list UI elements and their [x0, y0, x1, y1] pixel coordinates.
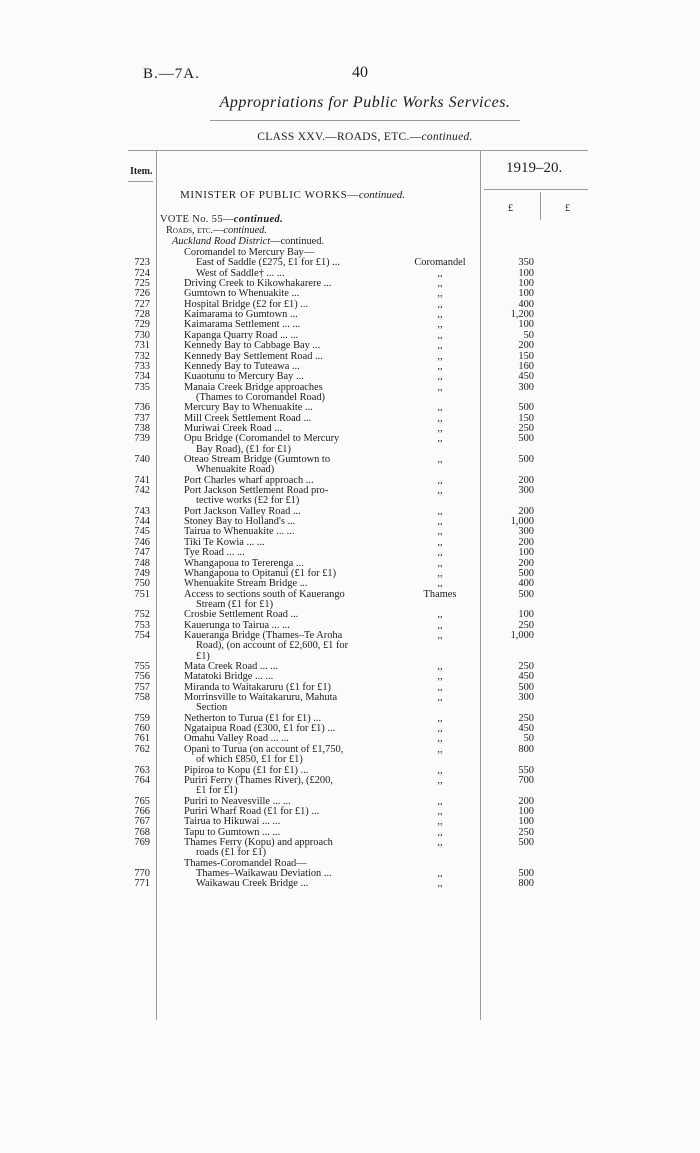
item-location: ,, — [437, 309, 443, 321]
item-amount: 250 — [518, 422, 534, 434]
table-top-rule — [128, 150, 588, 151]
item-description: Puriri Ferry (Thames River), (£200, — [184, 774, 333, 786]
item-number: 767 — [134, 816, 150, 828]
item-location: ,, — [437, 733, 443, 745]
row-continuation: Road), (on account of £2,600, £1 for — [196, 640, 349, 652]
item-location: ,, — [437, 329, 443, 341]
item-number: 727 — [134, 298, 150, 310]
item-number: 730 — [134, 329, 150, 341]
item-amount: 300 — [518, 692, 534, 704]
item-description: Mata Creek Road ... ... — [184, 661, 279, 672]
item-location: ,, — [437, 816, 443, 828]
item-location: ,, — [437, 371, 443, 383]
item-location: ,, — [437, 360, 443, 372]
item-number: 733 — [134, 360, 150, 372]
item-number: 734 — [134, 371, 150, 383]
item-amount: 250 — [518, 826, 534, 838]
currency-header-2: £ — [565, 203, 570, 214]
item-description: Stoney Bay to Holland's ... — [184, 516, 296, 528]
item-number: 724 — [134, 267, 150, 279]
row-continuation: Whenuakite Road) — [196, 464, 275, 476]
item-amount: 250 — [518, 619, 534, 631]
item-number: 760 — [134, 723, 150, 735]
item-amount: 450 — [518, 723, 534, 735]
item-number: 759 — [134, 712, 150, 724]
item-amount: 500 — [518, 402, 534, 414]
item-description: Omahu Valley Road ... ... — [184, 733, 289, 745]
item-description: Tapu to Gumtown ... ... — [184, 826, 281, 838]
district-text: Auckland Road District — [172, 236, 271, 247]
item-location: ,, — [437, 692, 443, 704]
amount-column-divider-mid — [540, 192, 541, 220]
item-amount: 150 — [518, 350, 534, 362]
roads-continued: continued. — [223, 225, 267, 236]
roads-heading — [166, 225, 267, 236]
item-number: 763 — [134, 764, 150, 776]
row-continuation: Stream (£1 for £1) — [196, 598, 274, 610]
item-location: ,, — [437, 288, 443, 300]
vote-text: VOTE No. 55— — [160, 214, 234, 225]
class-title-continued: continued. — [421, 131, 473, 143]
group-heading: Coromandel to Mercury Bay— — [184, 247, 315, 258]
item-location: ,, — [437, 629, 443, 641]
item-amount: 250 — [518, 661, 534, 672]
item-description: Oteao Stream Bridge (Gumtown to — [184, 454, 331, 465]
item-amount: 100 — [518, 288, 534, 300]
item-location: ,, — [437, 402, 443, 414]
item-number: 745 — [134, 526, 150, 538]
item-description: Tairua to Whenuakite ... ... — [184, 526, 295, 538]
item-amount: 200 — [518, 557, 534, 569]
item-location: ,, — [437, 619, 443, 631]
item-location: ,, — [437, 567, 443, 579]
item-location: ,, — [437, 681, 443, 693]
item-number: 731 — [134, 340, 150, 352]
item-amount: 250 — [518, 712, 534, 724]
item-description: Muriwai Creek Road ... — [184, 422, 283, 434]
item-number: 755 — [134, 661, 150, 672]
item-number: 754 — [134, 629, 150, 641]
class-title-text: CLASS XXV.—ROADS, ETC.— — [257, 131, 422, 143]
item-description: Kennedy Bay Settlement Road ... — [184, 350, 323, 362]
item-number: 756 — [134, 671, 150, 683]
item-location: ,, — [437, 474, 443, 486]
item-amount: 500 — [518, 454, 534, 465]
item-amount: 200 — [518, 505, 534, 517]
item-location: ,, — [437, 795, 443, 807]
item-number: 766 — [134, 805, 150, 817]
class-title — [0, 131, 700, 143]
item-location: ,, — [437, 723, 443, 735]
item-description: Hospital Bridge (£2 for £1) ... — [184, 298, 309, 310]
item-location: ,, — [437, 412, 443, 424]
vote-continued: continued. — [233, 214, 284, 225]
item-description: West of Saddle† ... ... — [196, 267, 285, 279]
item-amount: 100 — [518, 816, 534, 828]
item-number: 761 — [134, 733, 150, 745]
item-description: East of Saddle (£275, £1 for £1) ... — [196, 257, 340, 269]
item-number: 770 — [134, 868, 150, 879]
item-description: Matatoki Bridge ... ... — [184, 671, 274, 683]
item-number: 764 — [134, 774, 150, 786]
item-description: Morrinsville to Waitakaruru, Mahuta — [184, 692, 338, 704]
item-number: 751 — [134, 588, 150, 600]
item-amount: 500 — [518, 681, 534, 693]
item-location: ,, — [437, 805, 443, 817]
item-description: Whangapoua to Opitanui (£1 for £1) — [184, 567, 337, 579]
item-number: 740 — [134, 454, 150, 465]
minister-text: MINISTER OF PUBLIC WORKS— — [180, 189, 359, 201]
item-location: ,, — [437, 826, 443, 838]
district-continued: —continued. — [270, 236, 325, 247]
item-number: 728 — [134, 309, 150, 321]
item-amount: 200 — [518, 536, 534, 548]
page-number: 40 — [352, 64, 368, 81]
item-description: Thames Ferry (Kopu) and approach — [184, 836, 333, 848]
item-number: 758 — [134, 692, 150, 704]
item-amount: 300 — [518, 526, 534, 538]
item-amount: 200 — [518, 795, 534, 807]
item-amount: 1,000 — [510, 629, 534, 641]
item-description: Kaimarama to Gumtown ... — [184, 309, 298, 321]
minister-heading — [180, 189, 405, 201]
row-continuation: £1) — [196, 650, 210, 662]
item-location: ,, — [437, 422, 443, 434]
item-amount: 100 — [518, 609, 534, 621]
item-number: 749 — [134, 567, 150, 579]
item-amount: 500 — [518, 567, 534, 579]
item-location: ,, — [437, 868, 443, 879]
item-amount: 500 — [518, 836, 534, 848]
item-location: ,, — [437, 350, 443, 362]
item-number: 771 — [134, 878, 150, 890]
item-description: Mercury Bay to Whenuakite ... — [184, 402, 313, 414]
item-location: ,, — [437, 878, 443, 890]
item-description: Port Jackson Valley Road ... — [184, 505, 301, 517]
row-continuation: £1 for £1) — [196, 785, 238, 797]
year-rule — [484, 189, 588, 190]
item-description: Gumtown to Whenuakite ... — [184, 288, 300, 300]
item-description: Kennedy Bay to Tuteawa ... — [184, 360, 300, 372]
minister-continued: continued. — [358, 189, 406, 201]
currency-header-1: £ — [508, 203, 513, 214]
item-amount: 700 — [518, 774, 534, 786]
vote-heading — [160, 214, 283, 225]
item-number: 742 — [134, 485, 150, 497]
item-description: Kapanga Quarry Road ... ... — [184, 329, 299, 341]
item-description: Thames–Waikawau Deviation ... — [196, 868, 332, 879]
group-heading: Thames-Coromandel Road— — [184, 857, 307, 869]
item-amount: 100 — [518, 547, 534, 559]
item-amount: 500 — [518, 433, 534, 445]
item-amount: 550 — [518, 764, 534, 776]
item-number: 762 — [134, 743, 150, 755]
item-amount: 400 — [518, 298, 534, 310]
district-heading — [172, 236, 324, 247]
item-number: 739 — [134, 433, 150, 445]
item-number: 726 — [134, 288, 150, 300]
item-amount: 500 — [518, 588, 534, 600]
item-number: 741 — [134, 474, 150, 486]
item-location: ,, — [437, 671, 443, 683]
item-location: ,, — [437, 836, 443, 848]
item-location: ,, — [437, 526, 443, 538]
item-location: ,, — [437, 298, 443, 310]
item-amount: 300 — [518, 381, 534, 393]
item-location: ,, — [437, 774, 443, 786]
item-description: Port Charles wharf approach ... — [184, 474, 314, 486]
item-location: ,, — [437, 340, 443, 352]
item-amount: 400 — [518, 578, 534, 590]
document-code: B.—7A. — [143, 66, 200, 82]
item-description: Access to sections south of Kauerango — [184, 588, 345, 600]
item-location: ,, — [437, 454, 443, 465]
year-header: 1919–20. — [506, 160, 563, 176]
item-description: Tairua to Hikuwai ... ... — [184, 816, 281, 828]
item-location: ,, — [437, 319, 443, 331]
item-number: 765 — [134, 795, 150, 807]
item-description: Crosbie Settlement Road ... — [184, 609, 299, 621]
item-number: 768 — [134, 826, 150, 838]
item-description: Waikawau Creek Bridge ... — [196, 878, 309, 890]
item-description: Driving Creek to Kikowhakarere ... — [184, 278, 332, 290]
row-continuation: Section — [196, 702, 228, 714]
item-description: Puriri to Neavesville ... ... — [184, 795, 291, 807]
item-amount: 50 — [523, 733, 534, 745]
item-number: 723 — [134, 257, 150, 269]
amount-column-divider-left — [480, 150, 481, 1020]
item-number: 748 — [134, 557, 150, 569]
item-location: ,, — [437, 764, 443, 776]
item-number: 750 — [134, 578, 150, 590]
item-location: Thames — [423, 588, 457, 600]
item-location: ,, — [437, 578, 443, 590]
item-number: 729 — [134, 319, 150, 331]
item-column-header: Item. — [130, 166, 153, 177]
item-amount: 100 — [518, 278, 534, 290]
item-amount: 800 — [518, 878, 534, 890]
item-amount: 800 — [518, 743, 534, 755]
item-location: ,, — [437, 712, 443, 724]
item-location: ,, — [437, 267, 443, 279]
item-description: Kaueranga Bridge (Thames–Te Aroha — [184, 629, 343, 641]
item-description: Puriri Wharf Road (£1 for £1) ... — [184, 805, 320, 817]
title-rule — [210, 120, 520, 121]
row-continuation: Bay Road), (£1 for £1) — [196, 443, 291, 455]
item-location: ,, — [437, 278, 443, 290]
item-location: ,, — [437, 505, 443, 517]
item-location: ,, — [437, 433, 443, 445]
item-amount: 100 — [518, 805, 534, 817]
item-location: ,, — [437, 743, 443, 755]
item-amount: 1,200 — [510, 309, 534, 321]
item-location: ,, — [437, 557, 443, 569]
item-description: Opani to Turua (on account of £1,750, — [184, 743, 344, 755]
item-number: 757 — [134, 681, 150, 693]
item-number: 725 — [134, 278, 150, 290]
item-description: Port Jackson Settlement Road pro- — [184, 485, 329, 497]
item-description: Whangapoua to Tererenga ... — [184, 557, 304, 569]
item-location: ,, — [437, 485, 443, 497]
item-description: Kauerunga to Tairua ... ... — [184, 619, 290, 631]
item-column-divider — [156, 150, 157, 1020]
item-amount: 200 — [518, 474, 534, 486]
item-amount: 1,000 — [510, 516, 534, 528]
item-number: 735 — [134, 381, 150, 393]
roads-text: Roads, etc.— — [166, 225, 224, 236]
item-number: 753 — [134, 619, 150, 631]
row-continuation: roads (£1 for £1) — [196, 847, 267, 859]
row-continuation: (Thames to Coromandel Road) — [196, 391, 325, 403]
item-description: Kuaotunu to Mercury Bay ... — [184, 371, 304, 383]
item-number: 737 — [134, 412, 150, 424]
item-location: ,, — [437, 547, 443, 559]
item-location: ,, — [437, 661, 443, 672]
item-description: Pipiroa to Kopu (£1 for £1) ... — [184, 764, 309, 776]
item-amount: 300 — [518, 485, 534, 497]
item-amount: 200 — [518, 340, 534, 352]
row-continuation: of which £850, £1 for £1) — [196, 754, 303, 766]
item-amount: 50 — [523, 329, 534, 341]
item-description: Kennedy Bay to Cabbage Bay ... — [184, 340, 321, 352]
item-description: Whenuakite Stream Bridge ... — [184, 578, 308, 590]
item-location: ,, — [437, 536, 443, 548]
item-amount: 160 — [518, 360, 534, 372]
item-number: 732 — [134, 350, 150, 362]
row-continuation: tective works (£2 for £1) — [196, 495, 300, 507]
item-amount: 450 — [518, 671, 534, 683]
item-amount: 100 — [518, 319, 534, 331]
item-description: Manaia Creek Bridge approaches — [184, 381, 323, 393]
item-location: ,, — [437, 381, 443, 393]
item-amount: 100 — [518, 267, 534, 279]
item-description: Netherton to Turua (£1 for £1) ... — [184, 712, 322, 724]
item-amount: 150 — [518, 412, 534, 424]
item-description: Mill Creek Settlement Road ... — [184, 412, 312, 424]
page-title: Appropriations for Public Works Services. — [219, 94, 511, 111]
item-number: 747 — [134, 547, 150, 559]
item-description: Kaimarama Settlement ... ... — [184, 319, 301, 331]
item-number: 744 — [134, 516, 150, 528]
item-description: Tiki Te Kowia ... ... — [184, 536, 265, 548]
item-number: 736 — [134, 402, 150, 414]
item-number: 752 — [134, 609, 150, 621]
item-number: 738 — [134, 422, 150, 434]
item-description: Ngataipua Road (£300, £1 for £1) ... — [184, 723, 336, 735]
item-location: Coromandel — [414, 257, 466, 269]
item-amount: 450 — [518, 371, 534, 383]
item-description: Miranda to Waitakaruru (£1 for £1) — [184, 681, 331, 693]
item-description: Opu Bridge (Coromandel to Mercury — [184, 433, 340, 445]
item-description: Tye Road ... ... — [184, 547, 245, 559]
item-amount: 500 — [518, 868, 534, 879]
item-amount: 350 — [518, 257, 534, 269]
item-number: 743 — [134, 505, 150, 517]
item-header-rule — [128, 181, 153, 182]
item-location: ,, — [437, 516, 443, 528]
item-number: 746 — [134, 536, 150, 548]
item-number: 769 — [134, 836, 150, 848]
item-location: ,, — [437, 609, 443, 621]
